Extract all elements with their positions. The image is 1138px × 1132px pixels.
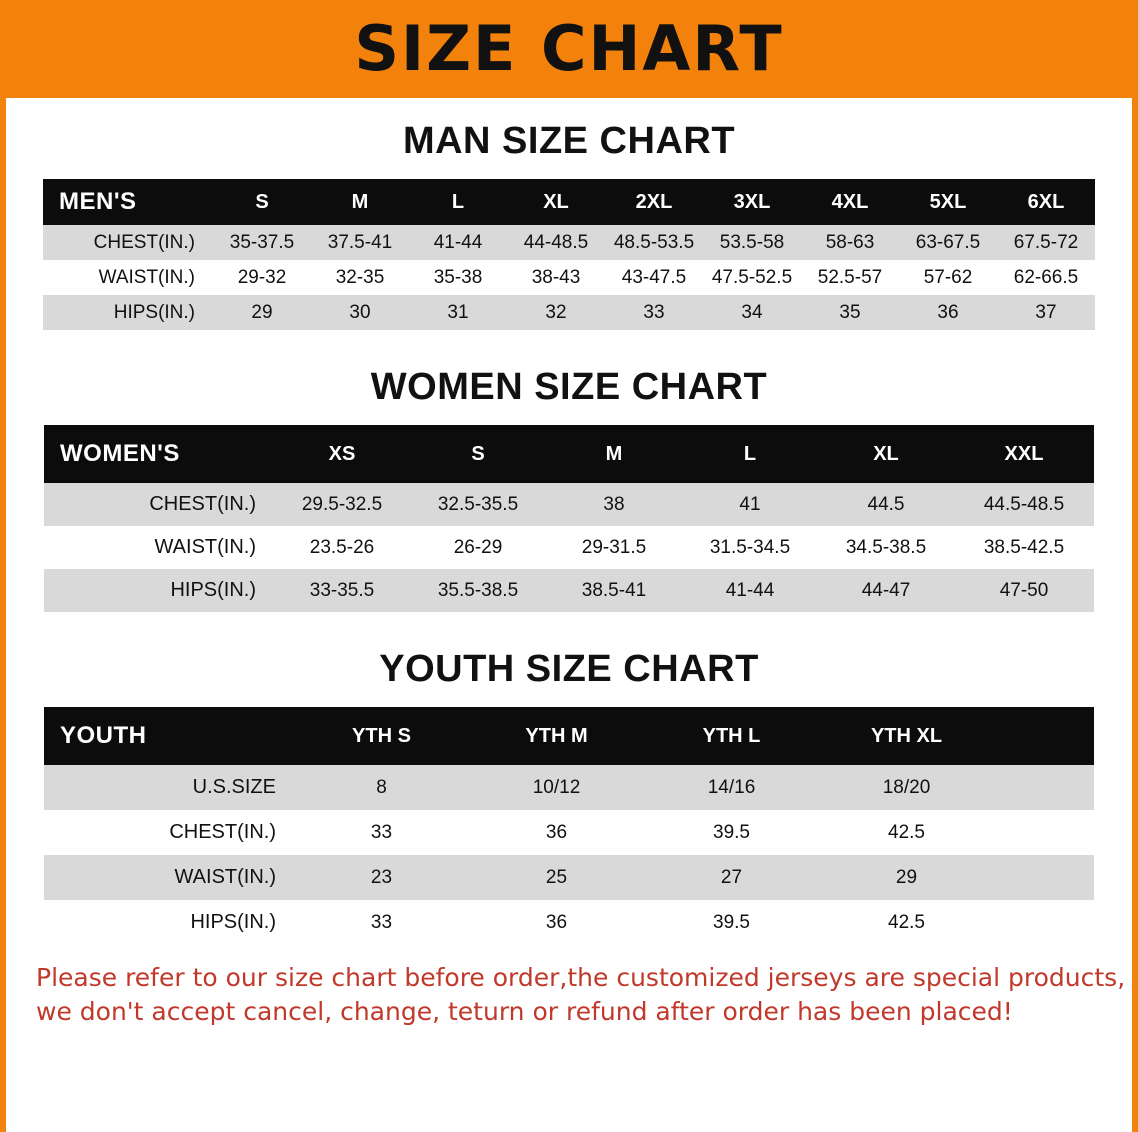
youth-col-3: YTH XL: [819, 707, 994, 765]
men-cell-2-8: 37: [997, 295, 1095, 330]
men-cell-1-3: 38-43: [507, 260, 605, 295]
table-row: [43, 260, 1095, 295]
youth-row-label-3: HIPS(IN.): [44, 900, 294, 945]
youth-cell-3-0: 33: [294, 900, 469, 945]
women-row-label-0: CHEST(IN.): [44, 483, 274, 526]
table-row: [43, 225, 1095, 260]
men-col-2: L: [409, 179, 507, 225]
table-row: [44, 810, 1094, 855]
youth-row-label-2: WAIST(IN.): [44, 855, 294, 900]
men-cell-2-1: 30: [311, 295, 409, 330]
youth-cell-3-1: 36: [469, 900, 644, 945]
men-col-4: 2XL: [605, 179, 703, 225]
men-cell-1-6: 52.5-57: [801, 260, 899, 295]
table-row: [44, 483, 1094, 526]
youth-cell-1-3: 42.5: [819, 810, 994, 855]
women-cell-0-0: 29.5-32.5: [274, 483, 410, 526]
women-col-3: L: [682, 425, 818, 483]
men-cell-2-5: 34: [703, 295, 801, 330]
notice-line-2: we don't accept cancel, change, teturn or refund after order has been placed!: [36, 996, 1013, 1026]
men-cell-2-7: 36: [899, 295, 997, 330]
women-cell-2-0: 33-35.5: [274, 569, 410, 612]
men-cell-1-8: 62-66.5: [997, 260, 1095, 295]
man-section-title: MAN SIZE CHART: [402, 120, 736, 162]
table-row: [44, 569, 1094, 612]
men-cell-0-4: 48.5-53.5: [605, 225, 703, 260]
men-cell-1-1: 32-35: [311, 260, 409, 295]
youth-col-spacer: [994, 707, 1094, 765]
women-cell-2-3: 41-44: [682, 569, 818, 612]
men-cell-2-6: 35: [801, 295, 899, 330]
youth-cell-2-spacer: [994, 855, 1094, 900]
men-col-8: 6XL: [997, 179, 1095, 225]
youth-cell-0-spacer: [994, 765, 1094, 810]
women-row-label-2: HIPS(IN.): [44, 569, 274, 612]
women-section-title: WOMEN SIZE CHART: [370, 366, 768, 408]
women-col-1: S: [410, 425, 546, 483]
youth-cell-1-spacer: [994, 810, 1094, 855]
women-cell-1-1: 26-29: [410, 526, 546, 569]
table-header-row: [44, 425, 1094, 483]
men-col-3: XL: [507, 179, 605, 225]
page-banner: [0, 0, 1138, 98]
men-cell-0-2: 41-44: [409, 225, 507, 260]
youth-header-label: YOUTH: [44, 707, 294, 765]
women-row-label-1: WAIST(IN.): [44, 526, 274, 569]
women-cell-2-2: 38.5-41: [546, 569, 682, 612]
men-cell-1-0: 29-32: [213, 260, 311, 295]
women-col-2: M: [546, 425, 682, 483]
youth-cell-3-spacer: [994, 900, 1094, 945]
women-cell-2-1: 35.5-38.5: [410, 569, 546, 612]
women-cell-2-4: 44-47: [818, 569, 954, 612]
women-col-4: XL: [818, 425, 954, 483]
men-cell-1-5: 47.5-52.5: [703, 260, 801, 295]
table-row: [44, 900, 1094, 945]
table-row: [44, 765, 1094, 810]
women-col-0: XS: [274, 425, 410, 483]
table-header-row: [43, 179, 1095, 225]
women-cell-1-3: 31.5-34.5: [682, 526, 818, 569]
youth-cell-3-2: 39.5: [644, 900, 819, 945]
women-cell-0-4: 44.5: [818, 483, 954, 526]
men-col-1: M: [311, 179, 409, 225]
men-row-label-1: WAIST(IN.): [43, 260, 213, 295]
women-cell-2-5: 47-50: [954, 569, 1094, 612]
youth-col-2: YTH L: [644, 707, 819, 765]
men-cell-2-0: 29: [213, 295, 311, 330]
youth-cell-2-3: 29: [819, 855, 994, 900]
men-cell-1-4: 43-47.5: [605, 260, 703, 295]
youth-row-label-0: U.S.SIZE: [44, 765, 294, 810]
order-policy-notice: [36, 961, 1126, 1029]
men-cell-0-6: 58-63: [801, 225, 899, 260]
youth-cell-1-1: 36: [469, 810, 644, 855]
youth-cell-3-3: 42.5: [819, 900, 994, 945]
men-cell-2-3: 32: [507, 295, 605, 330]
youth-cell-0-2: 14/16: [644, 765, 819, 810]
women-cell-1-0: 23.5-26: [274, 526, 410, 569]
table-header-row: [44, 707, 1094, 765]
men-col-5: 3XL: [703, 179, 801, 225]
men-row-label-2: HIPS(IN.): [43, 295, 213, 330]
youth-cell-1-2: 39.5: [644, 810, 819, 855]
women-size-table: [44, 425, 1094, 612]
men-cell-0-5: 53.5-58: [703, 225, 801, 260]
youth-col-0: YTH S: [294, 707, 469, 765]
women-cell-0-5: 44.5-48.5: [954, 483, 1094, 526]
youth-cell-2-2: 27: [644, 855, 819, 900]
youth-cell-0-0: 8: [294, 765, 469, 810]
youth-cell-1-0: 33: [294, 810, 469, 855]
men-cell-0-7: 63-67.5: [899, 225, 997, 260]
women-cell-1-5: 38.5-42.5: [954, 526, 1094, 569]
women-header-label: WOMEN'S: [44, 425, 274, 483]
men-col-6: 4XL: [801, 179, 899, 225]
page-title: SIZE CHART: [354, 12, 784, 85]
youth-cell-0-1: 10/12: [469, 765, 644, 810]
men-cell-1-2: 35-38: [409, 260, 507, 295]
women-cell-1-4: 34.5-38.5: [818, 526, 954, 569]
men-header-label: MEN'S: [43, 179, 213, 225]
men-cell-0-0: 35-37.5: [213, 225, 311, 260]
women-cell-0-3: 41: [682, 483, 818, 526]
men-cell-1-7: 57-62: [899, 260, 997, 295]
youth-cell-2-1: 25: [469, 855, 644, 900]
youth-cell-2-0: 23: [294, 855, 469, 900]
youth-section-title: YOUTH SIZE CHART: [379, 648, 759, 690]
men-row-label-0: CHEST(IN.): [43, 225, 213, 260]
men-col-7: 5XL: [899, 179, 997, 225]
women-cell-0-1: 32.5-35.5: [410, 483, 546, 526]
men-col-0: S: [213, 179, 311, 225]
youth-cell-0-3: 18/20: [819, 765, 994, 810]
notice-line-1: Please refer to our size chart before order,the customized jerseys are special products,: [36, 963, 1126, 992]
table-row: [43, 295, 1095, 330]
men-cell-0-1: 37.5-41: [311, 225, 409, 260]
man-size-table: [43, 179, 1095, 330]
men-cell-2-4: 33: [605, 295, 703, 330]
women-cell-1-2: 29-31.5: [546, 526, 682, 569]
men-cell-2-2: 31: [409, 295, 507, 330]
youth-size-table: [44, 707, 1094, 945]
table-row: [44, 526, 1094, 569]
women-col-5: XXL: [954, 425, 1094, 483]
men-cell-0-3: 44-48.5: [507, 225, 605, 260]
youth-col-1: YTH M: [469, 707, 644, 765]
men-cell-0-8: 67.5-72: [997, 225, 1095, 260]
table-row: [44, 855, 1094, 900]
youth-row-label-1: CHEST(IN.): [44, 810, 294, 855]
women-cell-0-2: 38: [546, 483, 682, 526]
